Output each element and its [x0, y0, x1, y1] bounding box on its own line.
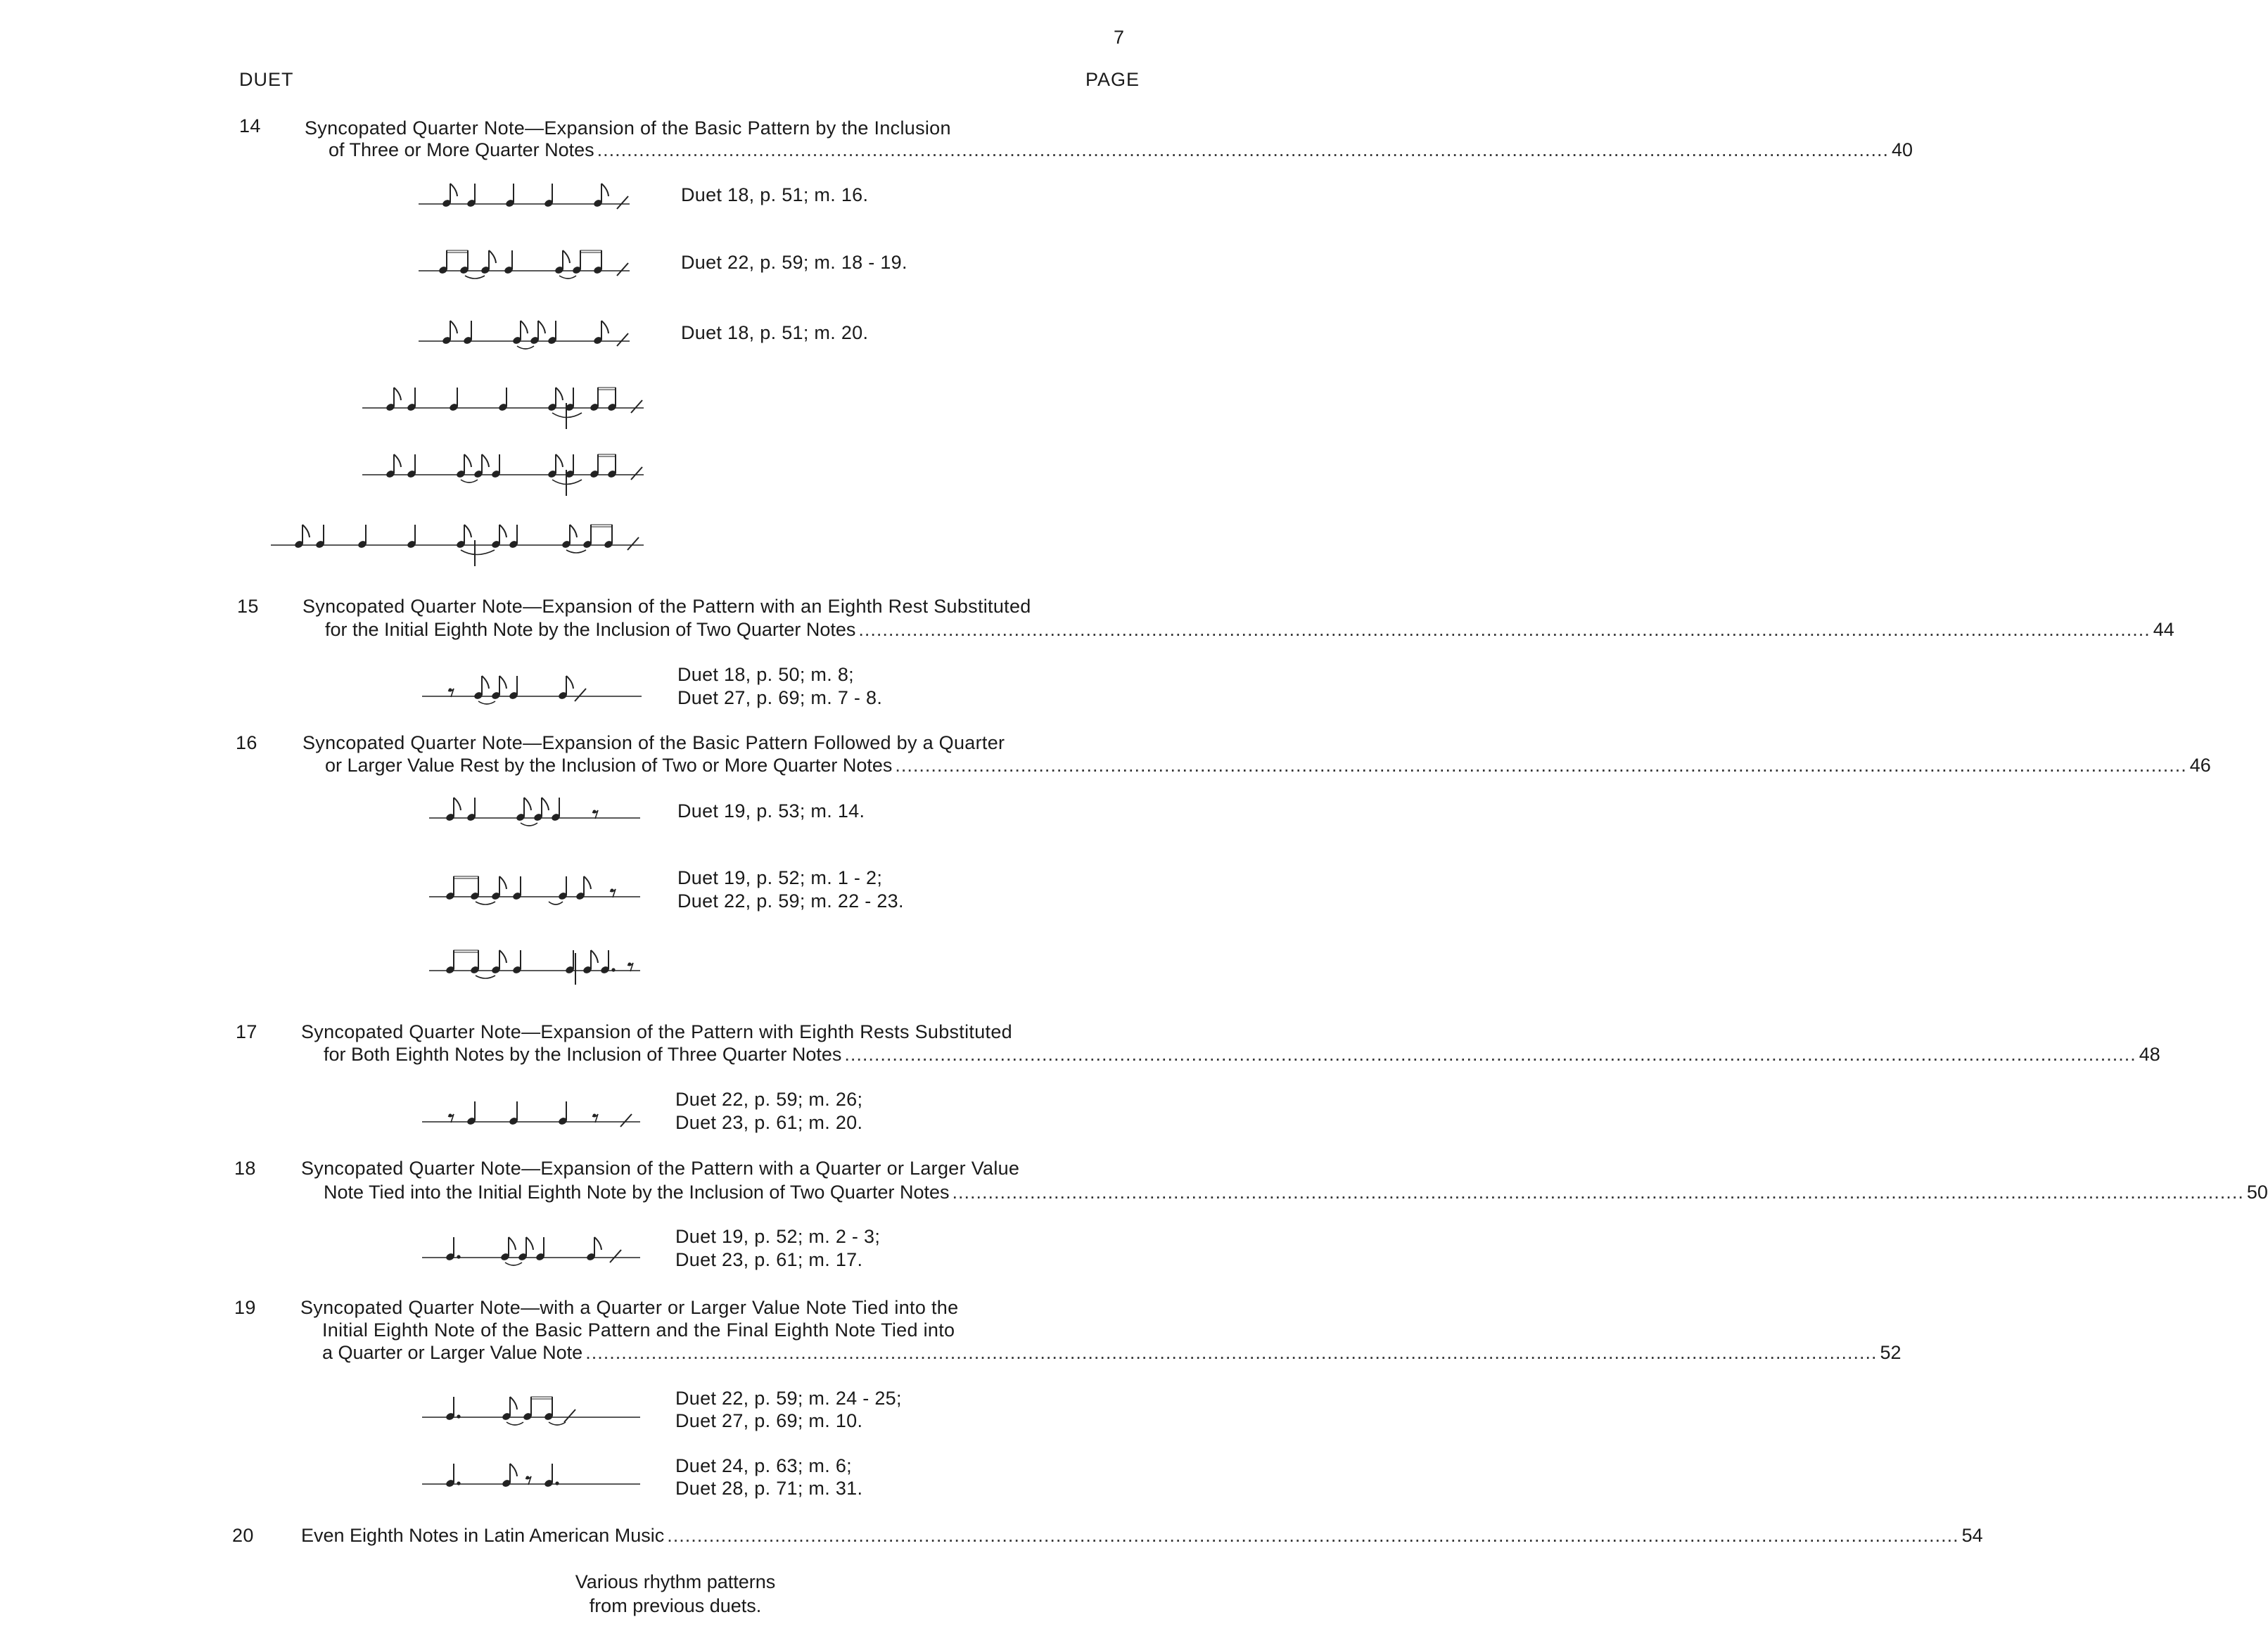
section-15-title-cont: for the Initial Eighth Note by the Inclusion of Two Quarter Notes	[325, 619, 856, 640]
section-14-ref-1: Duet 18, p. 51; m. 16.	[681, 184, 869, 205]
header-page: PAGE	[1085, 69, 1140, 90]
section-16-page: 46	[2189, 755, 2211, 776]
footer-line-2: from previous duets.	[589, 1595, 762, 1616]
leader-dots: ........................................................................................................................................................................................................................	[597, 139, 1889, 160]
section-20-entry	[301, 1524, 1983, 1547]
section-16-number: 16	[236, 732, 257, 753]
section-15-page: 44	[2153, 619, 2174, 640]
page-number: 7	[1114, 27, 1125, 48]
footer-line-1: Various rhythm patterns	[575, 1571, 776, 1592]
section-14-entry	[329, 139, 1913, 161]
section-18-page: 50	[2246, 1182, 2268, 1203]
section-16-entry	[325, 754, 2211, 776]
rhythm-pattern	[429, 872, 647, 911]
section-20-title: Even Eighth Notes in Latin American Music	[301, 1525, 665, 1546]
section-20-page: 54	[1961, 1525, 1983, 1546]
section-17-number: 17	[236, 1021, 257, 1042]
section-18-title: Syncopated Quarter Note—Expansion of the Pattern with a Quarter or Larger Value	[301, 1158, 1020, 1179]
section-20-number: 20	[232, 1525, 254, 1546]
section-19-ref-2: Duet 27, p. 69; m. 10.	[675, 1410, 863, 1431]
section-17-title: Syncopated Quarter Note—Expansion of the Pattern with Eighth Rests Substituted	[301, 1021, 1012, 1042]
section-15-number: 15	[237, 596, 259, 617]
leader-dots: ........................................................................................................................................................................................................................	[585, 1342, 1878, 1363]
section-15-title: Syncopated Quarter Note—Expansion of the Pattern with an Eighth Rest Substituted	[302, 596, 1031, 617]
section-19-page: 52	[1880, 1342, 1901, 1363]
section-19-number: 19	[234, 1297, 256, 1318]
rhythm-pattern	[419, 179, 644, 215]
section-19-ref-3: Duet 24, p. 63; m. 6;	[675, 1455, 852, 1476]
section-19-title-line3: a Quarter or Larger Value Note	[322, 1342, 583, 1363]
rhythm-pattern	[422, 1459, 647, 1498]
section-14-ref-2: Duet 22, p. 59; m. 18 - 19.	[681, 252, 907, 273]
leader-dots: ........................................................................................................................................................................................................................	[844, 1044, 2136, 1065]
rhythm-pattern	[271, 520, 651, 570]
section-19-ref-1: Duet 22, p. 59; m. 24 - 25;	[675, 1388, 902, 1409]
section-17-title-cont: for Both Eighth Notes by the Inclusion of Three Quarter Notes	[324, 1044, 842, 1065]
leader-dots: ........................................................................................................................................................................................................................	[895, 755, 2187, 776]
leader-dots: ........................................................................................................................................................................................................................	[952, 1182, 2244, 1203]
leader-dots: ........................................................................................................................................................................................................................	[667, 1525, 1959, 1546]
section-18-entry	[324, 1181, 2268, 1203]
footer-note	[0, 1570, 1351, 1618]
section-14-ref-3: Duet 18, p. 51; m. 20.	[681, 322, 869, 343]
rhythm-pattern	[362, 383, 651, 433]
section-18-title-cont: Note Tied into the Initial Eighth Note by the Inclusion of Two Quarter Notes	[324, 1182, 950, 1203]
section-15-ref-1: Duet 18, p. 50; m. 8;	[677, 664, 854, 685]
section-16-ref-2: Duet 19, p. 52; m. 1 - 2;	[677, 867, 883, 888]
section-16-title: Syncopated Quarter Note—Expansion of the Basic Pattern Followed by a Quarter	[302, 732, 1005, 753]
section-18-number: 18	[234, 1158, 256, 1179]
section-15-entry	[325, 618, 2174, 641]
rhythm-pattern	[429, 793, 647, 832]
rhythm-pattern	[429, 946, 647, 988]
section-16-title-cont: or Larger Value Rest by the Inclusion of Two or More Quarter Notes	[325, 755, 893, 776]
rhythm-pattern	[422, 1393, 647, 1431]
section-15-ref-2: Duet 27, p. 69; m. 7 - 8.	[677, 687, 883, 708]
section-19-ref-4: Duet 28, p. 71; m. 31.	[675, 1478, 863, 1499]
section-17-page: 48	[2139, 1044, 2160, 1065]
rhythm-pattern	[422, 1097, 647, 1136]
section-14-title-cont: of Three or More Quarter Notes	[329, 139, 594, 160]
section-19-entry	[322, 1341, 1901, 1364]
section-18-ref-2: Duet 23, p. 61; m. 17.	[675, 1249, 863, 1270]
section-16-ref-3: Duet 22, p. 59; m. 22 - 23.	[677, 890, 904, 912]
section-19-title-line2: Initial Eighth Note of the Basic Pattern and the Final Eighth Note Tied into	[322, 1319, 955, 1341]
rhythm-pattern	[362, 450, 651, 499]
section-14-page: 40	[1892, 139, 1913, 160]
section-14-title: Syncopated Quarter Note—Expansion of the Basic Pattern by the Inclusion	[305, 117, 951, 139]
rhythm-pattern	[419, 317, 644, 355]
rhythm-pattern	[422, 1233, 647, 1272]
section-14-number: 14	[239, 115, 261, 136]
section-18-ref-1: Duet 19, p. 52; m. 2 - 3;	[675, 1226, 881, 1247]
section-17-ref-2: Duet 23, p. 61; m. 20.	[675, 1112, 863, 1133]
rhythm-pattern	[422, 672, 647, 710]
section-19-title: Syncopated Quarter Note—with a Quarter or Larger Value Note Tied into the	[300, 1297, 959, 1318]
header-duet: DUET	[239, 69, 294, 90]
section-16-ref-1: Duet 19, p. 53; m. 14.	[677, 800, 865, 822]
leader-dots: ........................................................................................................................................................................................................................	[858, 619, 2151, 640]
rhythm-pattern	[419, 246, 644, 285]
section-17-entry	[324, 1043, 2160, 1066]
section-17-ref-1: Duet 22, p. 59; m. 26;	[675, 1089, 863, 1110]
